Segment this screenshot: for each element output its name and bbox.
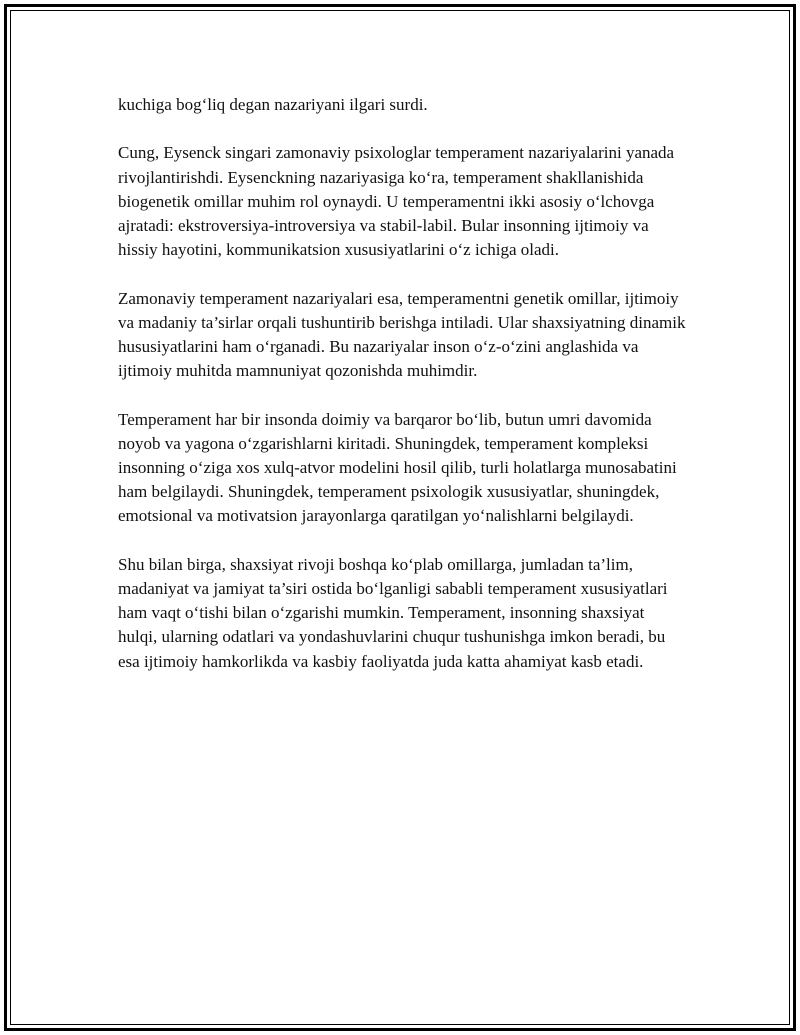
paragraph-3: Zamonaviy temperament nazariyalari esa, temperamentni genetik omillar, ijtimoiy va madaniy ta’sirlar orqali tushuntirib berishga intiladi. Ular shaxsiyatning dinamik hususiyatlarini ham o‘rganadi. Bu nazariyalar inson o‘z-o‘zini anglashida va ijtimoiy muhitda mamnuniyat qozonishda muhimdir.	[118, 288, 686, 381]
paragraph-4: Temperament har bir insonda doimiy va barqaror bo‘lib, butun umri davomida noyob va yagona o‘zgarishlarni kiritadi. Shuningdek, temperament kompleksi insonning o‘ziga xos xulq-atvor modelini hosil qilib, turli holatlarga munosabatini ham belgilaydi. Shuningdek, temperament psixologik xususiyatlar, shuningdek, emotsional va motivatsion jarayonlarga qaratilgan yo‘nalishlarni belgilaydi.	[118, 409, 677, 526]
paragraph-5: Shu bilan birga, shaxsiyat rivoji boshqa ko‘plab omillarga, jumladan ta’lim, madaniyat va jamiyat ta’siri ostida bo‘lganligi sababli temperament xususiyatlari ham vaqt o‘tishi bilan o‘zgarishi mumkin. Temperament, insonning shaxsiyat hulqi, ularning odatlari va yondashuvlarini chuqur tushunishga imkon beradi, bu esa ijtimoiy hamkorlikda va kasbiy faoliyatda juda katta ahamiyat kasb etadi.	[118, 554, 668, 671]
paragraph-2: Cung, Eysenck singari zamonaviy psixologlar temperament nazariyalarini yanada rivojlantirishdi. Eysenckning nazariyasiga ko‘ra, temperament shakllanishida biogenetik omillar muhim rol oynaydi. U temperamentni ikki asosiy o‘lchovga ajratadi: ekstroversiya-introversiya va stabil-labil. Bular insonning ijtimoiy va hissiy hayotini, kommunikatsion xususiyatlarini o‘z ichiga oladi.	[118, 143, 675, 260]
document-body	[118, 93, 686, 698]
paragraph-1: kuchiga bog‘liq degan nazariyani ilgari surdi.	[118, 95, 428, 114]
